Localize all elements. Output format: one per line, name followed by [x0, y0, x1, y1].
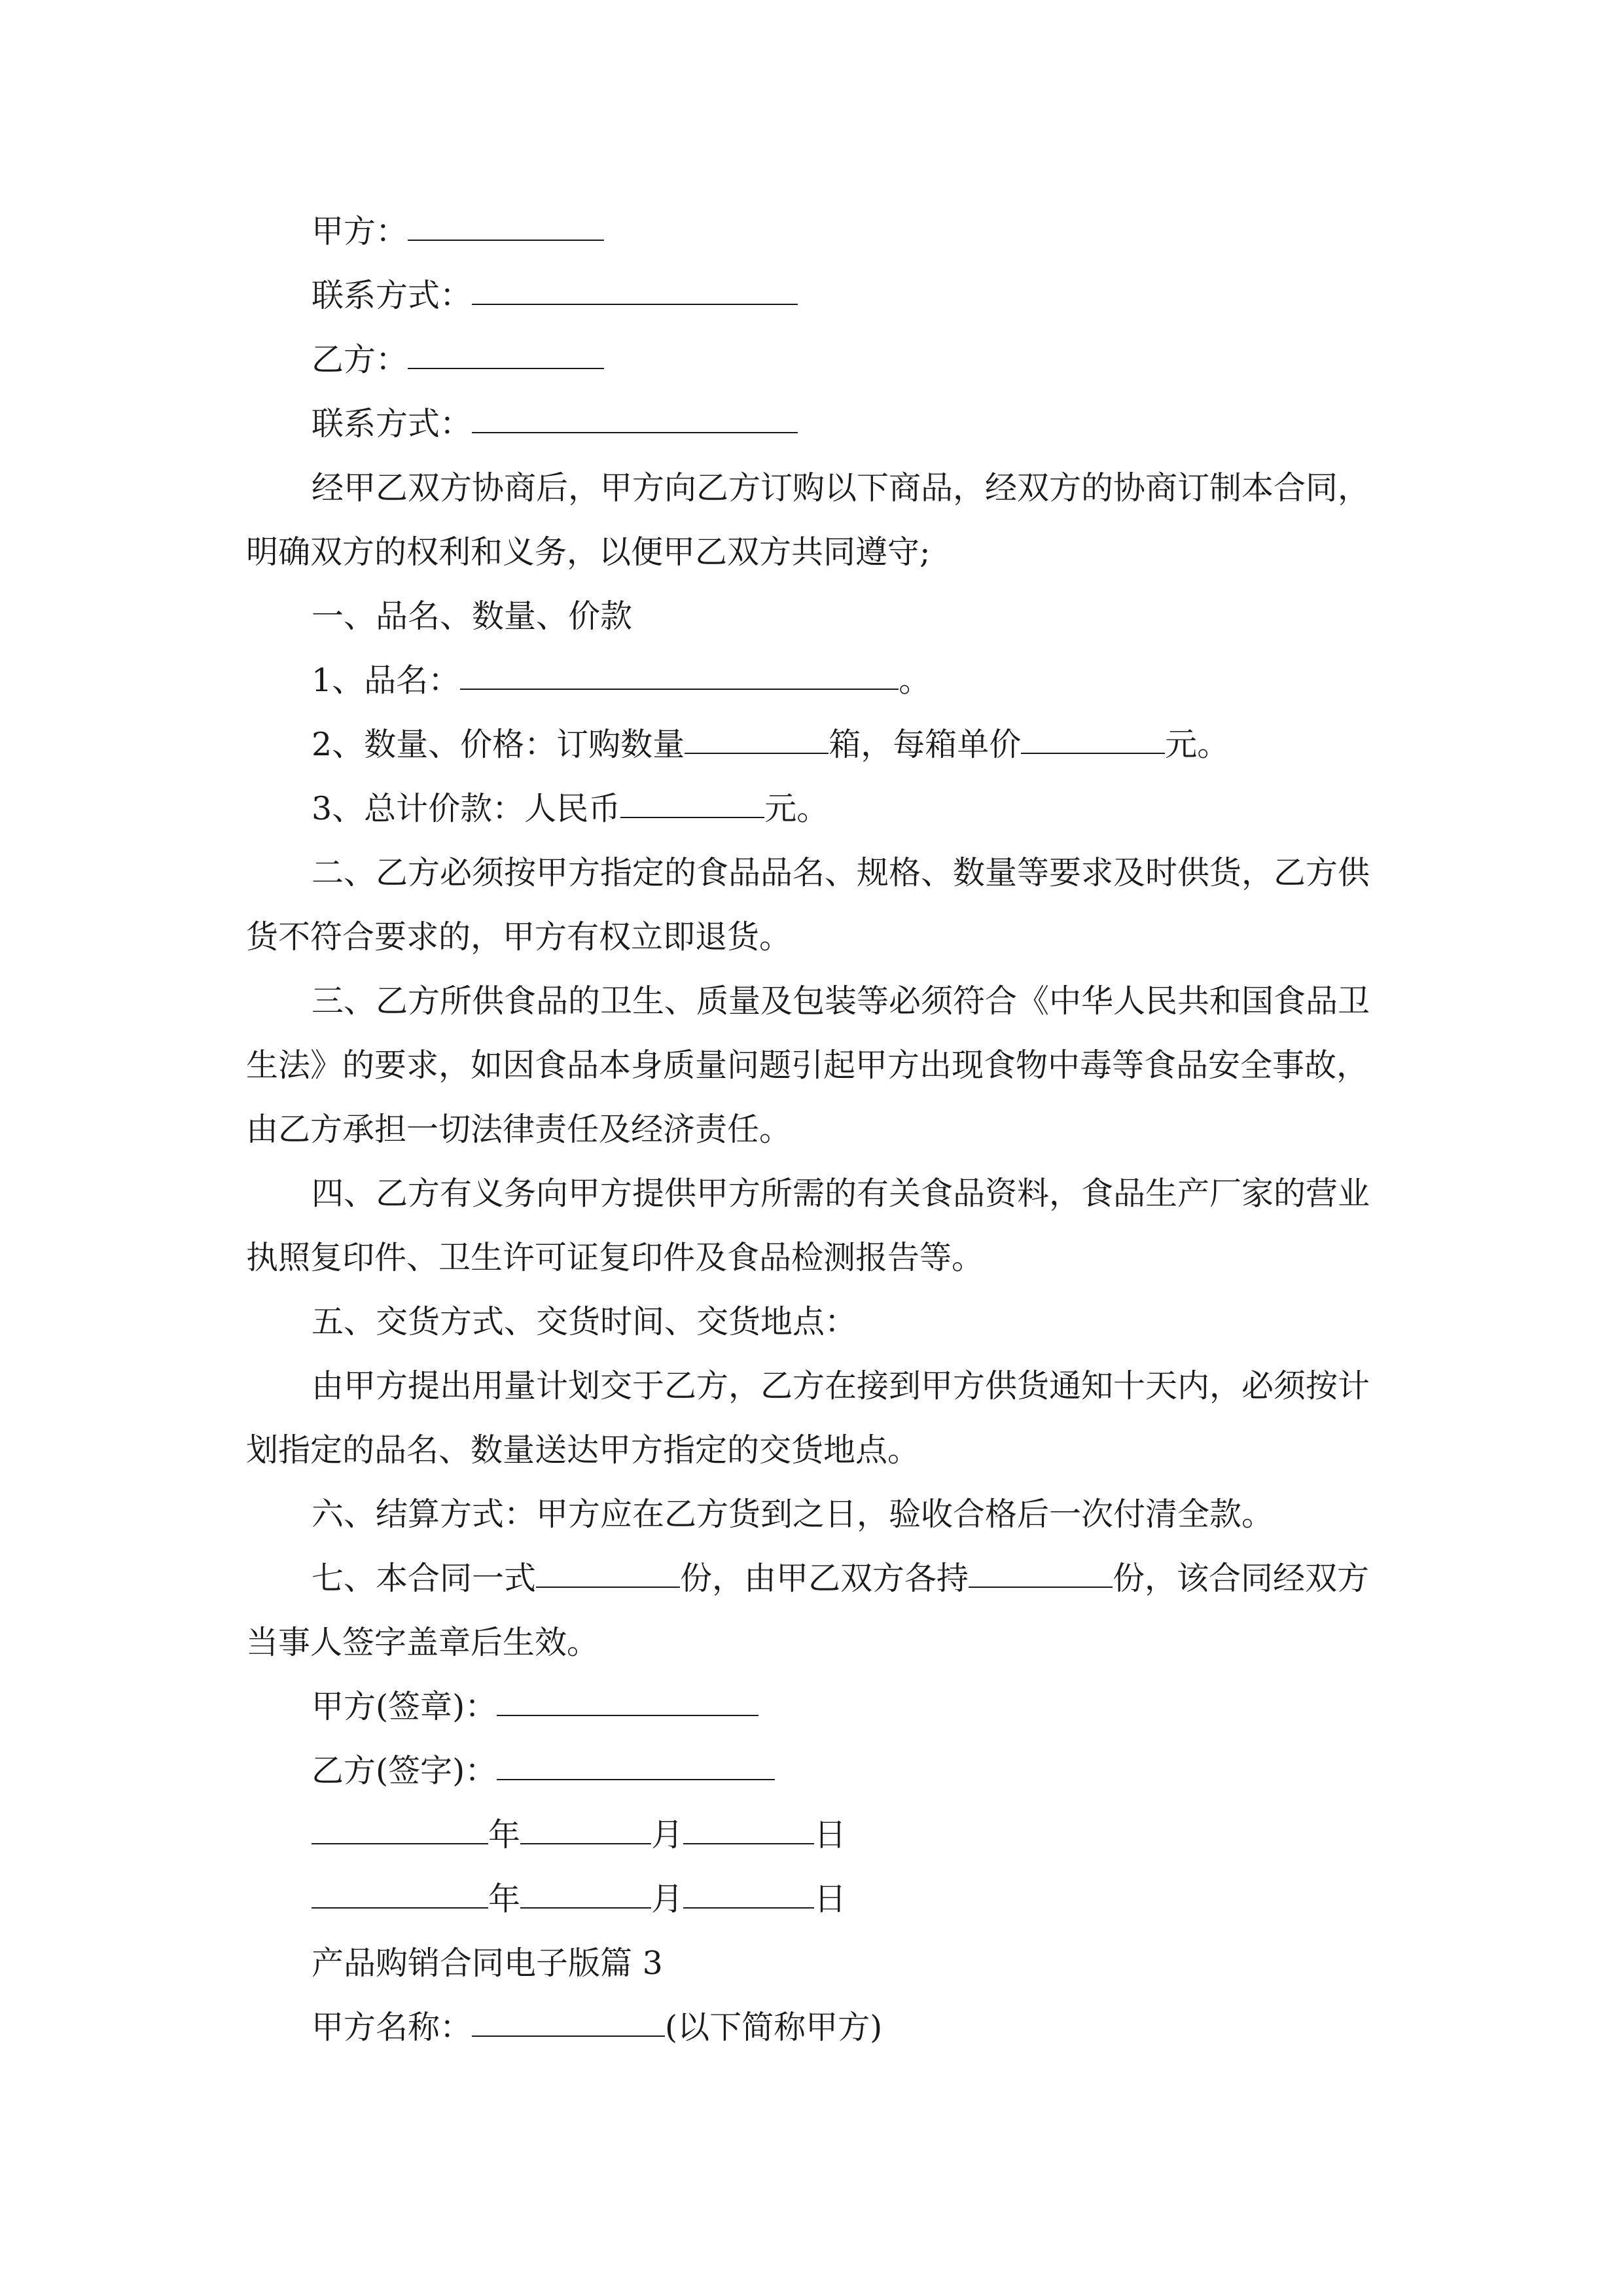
section-7-line-1 — [246, 1547, 1385, 1611]
section-5-title: 五、交货方式、交货时间、交货地点： — [312, 1303, 857, 1340]
date-b-year-label: 年 — [488, 1880, 521, 1918]
party-b-line — [246, 328, 1385, 392]
copies-total-blank — [536, 1549, 680, 1588]
next-party-a-name-suffix: (以下简称甲方) — [665, 2009, 883, 2046]
date-b-day-label: 日 — [814, 1880, 847, 1918]
date-b-year-blank — [312, 1869, 488, 1909]
party-a-sign-line — [246, 1675, 1385, 1739]
item-2-end: 元。 — [1165, 726, 1230, 763]
total-price-blank — [620, 779, 764, 818]
section-5-line-2: 划指定的品名、数量送达甲方指定的交货地点。 — [246, 1431, 920, 1469]
item-1-end: 。 — [899, 662, 931, 699]
copies-each-blank — [969, 1549, 1113, 1588]
party-b-contact-blank — [472, 394, 798, 433]
date-b-month-blank — [520, 1869, 651, 1909]
next-party-a-name-blank — [472, 1998, 665, 2037]
party-a-blank — [408, 202, 604, 241]
intro-line-1: 经甲乙双方协商后，甲方向乙方订购以下商品，经双方的协商订制本合同， — [312, 469, 1370, 507]
date-a-month-blank — [520, 1805, 651, 1844]
next-article-heading: 产品购销合同电子版篇 3 — [312, 1945, 663, 1982]
date-line-b — [246, 1867, 1385, 1931]
party-b-blank — [408, 330, 604, 369]
section-5-line-1: 由甲方提出用量计划交于乙方，乙方在接到甲方供货通知十天内，必须按计 — [312, 1367, 1370, 1405]
date-a-year-blank — [312, 1805, 488, 1844]
intro-line-2: 明确双方的权利和义务，以便甲乙双方共同遵守; — [246, 533, 931, 571]
party-b-contact-label: 联系方式： — [312, 405, 473, 442]
date-a-day-label: 日 — [814, 1816, 847, 1854]
party-a-contact-line — [246, 264, 1385, 328]
date-a-day-blank — [683, 1805, 814, 1844]
item-1-blank — [460, 651, 899, 690]
item-2-label: 2、数量、价格：订购数量 — [312, 726, 685, 763]
party-a-sign-label: 甲方(签章)： — [312, 1688, 497, 1725]
section-3-line-2: 生法》的要求，如因食品本身质量问题引起甲方出现食物中毒等食品安全事故， — [246, 1047, 1369, 1084]
section-7-label-mid: 份，由甲乙双方各持 — [680, 1560, 969, 1597]
party-a-label: 甲方： — [312, 213, 408, 250]
next-article-party-a-line — [246, 1996, 1385, 2060]
section-2-line-2: 货不符合要求的，甲方有权立即退货。 — [246, 918, 792, 956]
party-b-sign-blank — [497, 1741, 775, 1780]
party-b-sign-line — [246, 1739, 1385, 1803]
date-a-month-label: 月 — [651, 1816, 684, 1854]
contract-body — [246, 200, 1385, 2060]
party-a-line — [246, 200, 1385, 264]
section-4-line-1: 四、乙方有义务向甲方提供甲方所需的有关食品资料，食品生产厂家的营业 — [312, 1175, 1370, 1212]
section-7-label-end: 份，该合同经双方 — [1113, 1560, 1370, 1597]
date-b-month-label: 月 — [651, 1880, 684, 1918]
party-b-label: 乙方： — [312, 341, 408, 378]
item-2-unit: 箱，每箱单价 — [829, 726, 1022, 763]
party-b-contact-line — [246, 392, 1385, 456]
section-7-label-start: 七、本合同一式 — [312, 1560, 537, 1597]
next-party-a-name-label: 甲方名称： — [312, 2009, 473, 2046]
item-1-line — [246, 649, 1385, 713]
quantity-blank — [685, 715, 829, 754]
section-3-line-3: 由乙方承担一切法律责任及经济责任。 — [246, 1111, 792, 1148]
item-2-line — [246, 713, 1385, 777]
item-3-line — [246, 777, 1385, 841]
party-a-contact-blank — [472, 266, 798, 305]
date-line-a — [246, 1803, 1385, 1867]
party-a-contact-label: 联系方式： — [312, 277, 473, 314]
item-3-label: 3、总计价款：人民币 — [312, 790, 621, 827]
unit-price-blank — [1021, 715, 1165, 754]
date-b-day-blank — [683, 1869, 814, 1909]
section-3-line-1: 三、乙方所供食品的卫生、质量及包装等必须符合《中华人民共和国食品卫 — [312, 982, 1370, 1020]
section-4-line-2: 执照复印件、卫生许可证复印件及食品检测报告等。 — [246, 1239, 984, 1276]
section-1-title: 一、品名、数量、价款 — [312, 598, 633, 635]
section-2-line-1: 二、乙方必须按甲方指定的食品品名、规格、数量等要求及时供货，乙方供 — [312, 854, 1370, 891]
item-3-end: 元。 — [764, 790, 829, 827]
party-a-sign-blank — [497, 1677, 758, 1716]
section-7-line-2: 当事人签字盖章后生效。 — [246, 1624, 599, 1661]
section-6-line-1: 六、结算方式：甲方应在乙方货到之日，验收合格后一次付清全款。 — [312, 1496, 1274, 1533]
party-b-sign-label: 乙方(签字)： — [312, 1752, 497, 1789]
date-a-year-label: 年 — [488, 1816, 521, 1854]
item-1-label: 1、品名： — [312, 662, 461, 699]
